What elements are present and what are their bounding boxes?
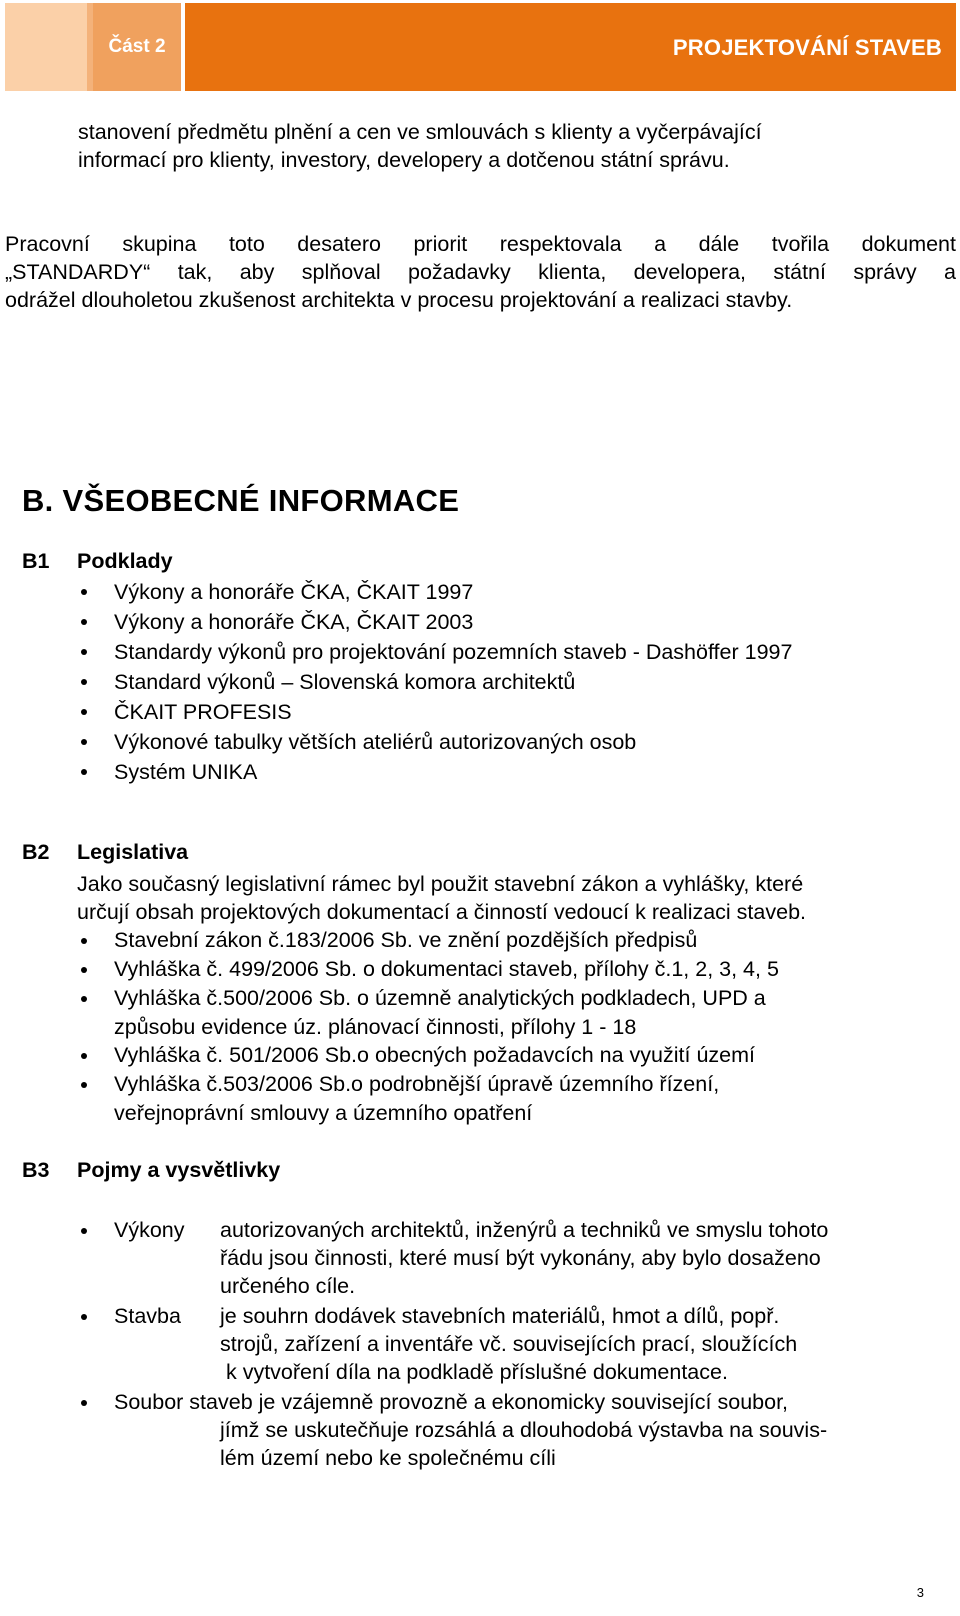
- term-definition-line: strojů, zařízení a inventáře vč. souvisejících prací, sloužících: [220, 1332, 798, 1356]
- intro-line: informací pro klienty, investory, developery a dotčenou státní správu.: [78, 148, 730, 172]
- term-item: [77, 1388, 937, 1472]
- b2-description-line: určují obsah projektových dokumentací a činností vedoucí k realizaci staveb.: [77, 900, 806, 924]
- working-group-paragraph: [5, 230, 956, 314]
- term-definition-line: určeného cíle.: [220, 1274, 356, 1298]
- bullet-icon: [81, 967, 87, 973]
- b2-list: [77, 926, 779, 1127]
- term-definition-line: řádu jsou činnosti, které musí být vykonány, aby bylo dosaženo: [220, 1246, 821, 1270]
- b2-description: [77, 870, 932, 926]
- b2-title: Legislativa: [77, 840, 189, 864]
- b2-code: B2: [22, 840, 50, 864]
- intro-paragraph: [78, 118, 938, 174]
- term-definition-line: jímž se uskutečňuje rozsáhlá a dlouhodobá výstavba na souvis-: [220, 1418, 828, 1442]
- bullet-icon: [81, 1082, 87, 1088]
- list-item-continuation: veřejnoprávní smlouvy a územního opatření: [114, 1101, 533, 1125]
- list-item-text: Vyhláška č. 501/2006 Sb.o obecných požadavcích na využití území: [114, 1043, 756, 1067]
- b3-code: B3: [22, 1158, 50, 1182]
- paragraph-line: Pracovní skupina toto desatero priorit respektovala a dále tvořila dokument: [5, 232, 956, 256]
- header-title-box: [185, 3, 956, 91]
- b1-title: Podklady: [77, 549, 173, 573]
- header-accent-left: [5, 3, 93, 91]
- term-item: [77, 1302, 937, 1386]
- term-definition-line: lém území nebo ke společnému cíli: [220, 1446, 556, 1470]
- list-item: [77, 926, 779, 955]
- paragraph-line: odrážel dlouholetou zkušenost architekta v procesu projektování a realizaci stavby.: [5, 288, 793, 312]
- list-item-text: Standardy výkonů pro projektování pozemních staveb - Dashöffer 1997: [114, 640, 793, 664]
- bullet-icon: [81, 589, 87, 595]
- bullet-icon: [81, 1314, 87, 1320]
- header-part-label: Část 2: [108, 36, 166, 57]
- list-item: [77, 667, 792, 697]
- list-item-continuation: způsobu evidence úz. plánovací činnosti, přílohy 1 - 18: [114, 1015, 637, 1039]
- b2-description-line: Jako současný legislativní rámec byl použit stavební zákon a vyhlášky, které: [77, 872, 804, 896]
- list-item: [77, 607, 792, 637]
- list-item-text: ČKAIT PROFESIS: [114, 700, 292, 724]
- bullet-icon: [81, 649, 87, 655]
- bullet-icon: [81, 938, 87, 944]
- bullet-icon: [81, 1228, 87, 1234]
- term-definition-line: autorizovaných architektů, inženýrů a techniků ve smyslu tohoto: [220, 1218, 829, 1242]
- list-item: [77, 757, 792, 787]
- list-item-text: Standard výkonů – Slovenská komora architektů: [114, 670, 576, 694]
- b3-terms: [77, 1216, 937, 1472]
- term-item: [77, 1216, 937, 1300]
- bullet-icon: [81, 996, 87, 1002]
- page-header: [5, 3, 956, 91]
- bullet-icon: [81, 709, 87, 715]
- header-part-box: [93, 3, 181, 91]
- list-item: [77, 1070, 779, 1127]
- list-item-text: Stavební zákon č.183/2006 Sb. ve znění pozdějších předpisů: [114, 928, 698, 952]
- list-item-text: Výkony a honoráře ČKA, ČKAIT 1997: [114, 580, 474, 604]
- term-definition-line: Soubor staveb je vzájemně provozně a ekonomicky související soubor,: [114, 1390, 789, 1414]
- list-item-text: Výkony a honoráře ČKA, ČKAIT 2003: [114, 610, 474, 634]
- term-name: Výkony: [114, 1218, 185, 1242]
- paragraph-line: „STANDARDY“ tak, aby splňoval požadavky klienta, developera, státní správy a: [5, 260, 956, 284]
- list-item-text: Vyhláška č.500/2006 Sb. o územně analytických podkladech, UPD a: [114, 986, 766, 1010]
- section-heading: B. VŠEOBECNÉ INFORMACE: [22, 483, 460, 518]
- bullet-icon: [81, 679, 87, 685]
- bullet-icon: [81, 739, 87, 745]
- term-name: Stavba: [114, 1304, 181, 1328]
- list-item: [77, 697, 792, 727]
- list-item-text: Systém UNIKA: [114, 760, 258, 784]
- b1-list: [77, 577, 792, 787]
- header-title: PROJEKTOVÁNÍ STAVEB: [672, 35, 942, 60]
- b3-title: Pojmy a vysvětlivky: [77, 1158, 281, 1182]
- list-item-text: Vyhláška č.503/2006 Sb.o podrobnější úpravě územního řízení,: [114, 1072, 720, 1096]
- list-item-text: Výkonové tabulky větších ateliérů autorizovaných osob: [114, 730, 637, 754]
- list-item: [77, 955, 779, 984]
- list-item: [77, 577, 792, 607]
- list-item: [77, 727, 792, 757]
- bullet-icon: [81, 1053, 87, 1059]
- page-number: 3: [916, 1585, 924, 1600]
- bullet-icon: [81, 1400, 87, 1406]
- b1-code: B1: [22, 549, 50, 573]
- list-item: [77, 637, 792, 667]
- list-item: [77, 984, 779, 1041]
- term-definition-line: k vytvoření díla na podkladě příslušné dokumentace.: [220, 1360, 728, 1384]
- list-item-text: Vyhláška č. 499/2006 Sb. o dokumentaci staveb, přílohy č.1, 2, 3, 4, 5: [114, 957, 779, 981]
- bullet-icon: [81, 619, 87, 625]
- term-definition-line: je souhrn dodávek stavebních materiálů, hmot a dílů, popř.: [220, 1304, 780, 1328]
- bullet-icon: [81, 769, 87, 775]
- intro-line: stanovení předmětu plnění a cen ve smlouvách s klienty a vyčerpávající: [78, 120, 762, 144]
- list-item: [77, 1041, 779, 1070]
